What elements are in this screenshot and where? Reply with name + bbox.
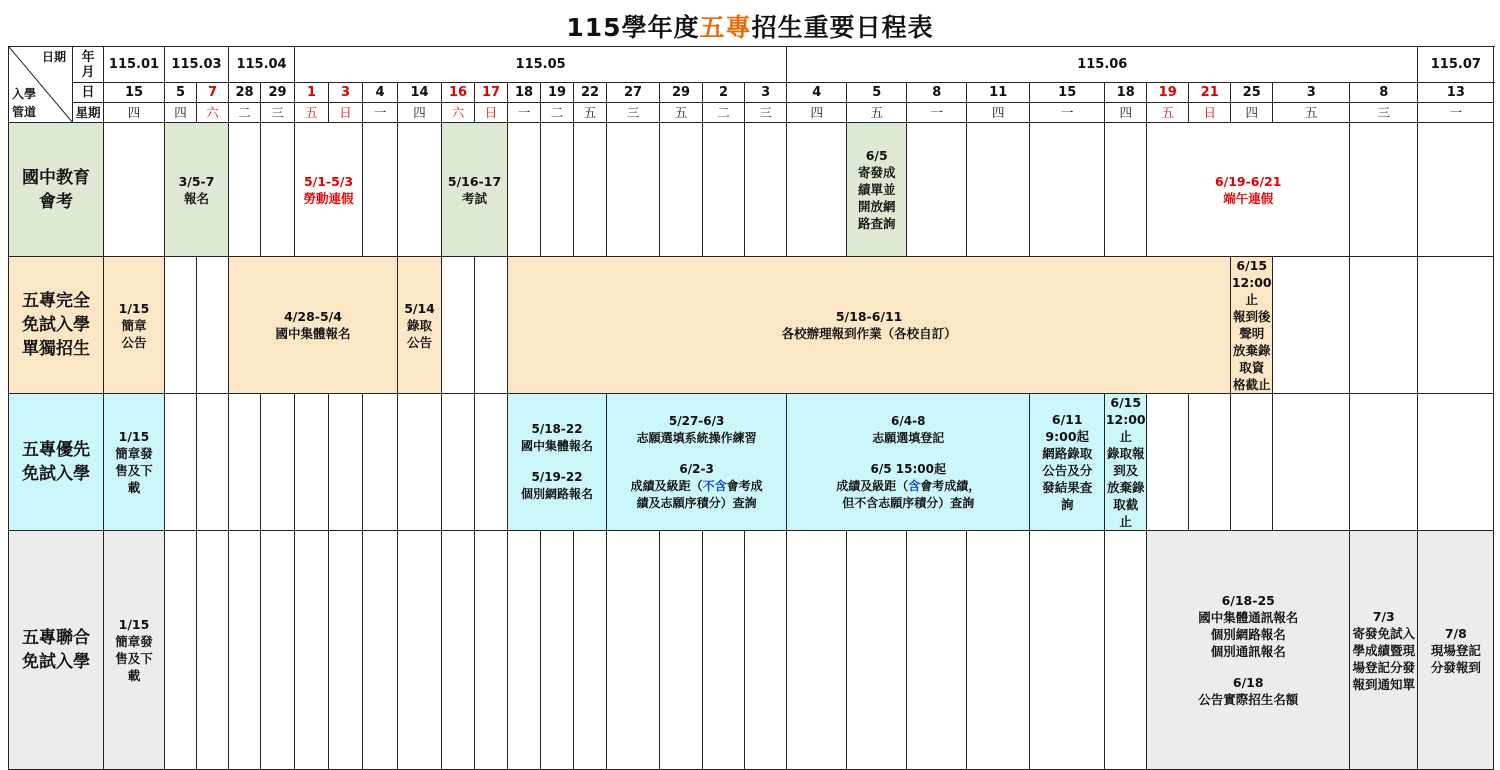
empty-cell	[1030, 123, 1105, 257]
empty-cell	[475, 257, 508, 394]
event-text: 簡章發	[115, 446, 153, 461]
empty-cell	[967, 531, 1030, 770]
text-part: 會考成績，	[920, 478, 981, 493]
day-cell: 14	[398, 83, 442, 103]
empty-cell	[1105, 531, 1147, 770]
empty-cell	[1418, 257, 1494, 394]
practice-query-cell	[607, 394, 787, 531]
empty-cell	[363, 531, 398, 770]
empty-cell	[442, 257, 475, 394]
empty-cell	[261, 531, 295, 770]
day-cell: 3	[329, 83, 363, 103]
row-label-priority-exempt	[9, 394, 104, 531]
empty-cell	[607, 123, 660, 257]
event-text: 報到通知單	[1352, 676, 1416, 692]
empty-cell	[261, 123, 295, 257]
day-cell: 3	[745, 83, 787, 103]
event-date: 4/28-5/4	[284, 309, 342, 324]
weekday-cell: 三	[1350, 103, 1418, 123]
event-text: 9:00起	[1045, 429, 1090, 444]
empty-cell	[574, 531, 607, 770]
weekday-cell: 二	[229, 103, 261, 123]
page-title	[0, 8, 1500, 44]
weekday-cell: 五	[574, 103, 607, 123]
weekday-cell: 四	[1231, 103, 1273, 123]
title-suffix: 招生重要日程表	[751, 13, 934, 42]
day-cell: 29	[261, 83, 295, 103]
empty-cell	[229, 394, 261, 531]
empty-cell	[1350, 394, 1418, 531]
empty-cell	[660, 123, 703, 257]
event-text: 售及下	[115, 651, 153, 666]
event-text: 止	[1119, 514, 1132, 529]
weekday-cell: 五	[295, 103, 329, 123]
day-cell: 18	[1105, 83, 1147, 103]
event-text: 路查詢	[857, 216, 896, 231]
weekday-cell: 四	[104, 103, 165, 123]
event-date: 6/5 15:00起	[870, 461, 946, 476]
empty-cell	[398, 394, 442, 531]
event-date: 5/16-17	[447, 173, 502, 189]
event-text: 國中集體報名	[521, 439, 594, 453]
row-label-education-exam	[9, 123, 104, 257]
empty-cell	[541, 123, 574, 257]
empty-cell	[229, 531, 261, 770]
day-cell: 8	[907, 83, 967, 103]
day-cell: 17	[475, 83, 508, 103]
event-date: 1/15	[118, 617, 150, 632]
registration-cell	[508, 394, 607, 531]
schedule-table	[8, 46, 1494, 770]
empty-cell	[703, 531, 745, 770]
day-cell: 22	[574, 83, 607, 103]
brochure-cell	[104, 394, 165, 531]
brochure-cell	[104, 531, 165, 770]
deadline-cell	[1231, 257, 1273, 394]
empty-cell	[1105, 123, 1147, 257]
exam-test-cell	[442, 123, 508, 257]
title-prefix: 115學年度	[566, 13, 700, 42]
label-line: 五專聯合	[22, 628, 90, 648]
event-text	[787, 478, 1029, 495]
labor-holiday-cell	[295, 123, 363, 257]
weekday-cell: 四	[787, 103, 847, 123]
month-cell: 115.06	[787, 47, 1418, 83]
empty-cell	[165, 394, 197, 531]
weekday-cell: 一	[907, 103, 967, 123]
month-cell: 115.07	[1418, 47, 1494, 83]
text-emphasis: 含	[908, 478, 921, 493]
empty-cell	[363, 394, 398, 531]
empty-cell	[295, 531, 329, 770]
header-row-day	[9, 83, 1494, 103]
weekday-cell: 一	[508, 103, 541, 123]
empty-cell	[508, 531, 541, 770]
event-date: 6/2-3	[679, 461, 714, 476]
empty-cell	[1231, 394, 1273, 531]
weekday-cell: 三	[745, 103, 787, 123]
event-text: 格截止	[1232, 377, 1271, 392]
event-date: 7/8	[1444, 625, 1467, 641]
title-highlight: 五專	[699, 13, 752, 42]
event-text: 分發報到	[1430, 659, 1481, 675]
weekday-cell: 四	[967, 103, 1030, 123]
dragon-boat-holiday-cell	[1147, 123, 1350, 257]
event-date: 5/18-6/11	[835, 309, 903, 324]
empty-cell	[574, 123, 607, 257]
weekday-cell: 三	[607, 103, 660, 123]
row-priority-exempt	[9, 394, 1494, 531]
empty-cell	[1147, 394, 1189, 531]
row-full-exempt	[9, 257, 1494, 394]
event-text: 考試	[462, 190, 488, 206]
event-date: 5/27-6/3	[668, 413, 725, 428]
event-text: 簡章	[121, 317, 147, 333]
corner-label-date: 日期	[41, 50, 66, 64]
event-text: 公告及分	[1042, 463, 1093, 478]
empty-cell	[1418, 394, 1494, 531]
day-cell: 2	[703, 83, 745, 103]
empty-cell	[1273, 257, 1350, 394]
event-text: 國中集體報名	[275, 326, 351, 341]
day-cell: 25	[1231, 83, 1273, 103]
event-text: 但不含志願序積分）查詢	[842, 495, 975, 510]
day-cell: 18	[508, 83, 541, 103]
label-line: 免試入學	[22, 652, 90, 672]
weekday-cell: 四	[165, 103, 197, 123]
day-cell: 5	[165, 83, 197, 103]
event-text: 詢	[1060, 497, 1074, 512]
event-text: 網路錄取	[1042, 446, 1093, 461]
event-text: 端午連假	[1223, 190, 1274, 206]
confirm-cell	[1105, 394, 1147, 531]
day-cell: 13	[1418, 83, 1494, 103]
day-cell: 15	[1030, 83, 1105, 103]
event-text: 12:00止	[1105, 412, 1146, 444]
event-text: 公告	[407, 334, 433, 350]
empty-cell	[1350, 123, 1418, 257]
event-date: 7/3	[1372, 608, 1395, 624]
row-education-exam	[9, 123, 1494, 257]
day-cell: 16	[442, 83, 475, 103]
empty-cell	[197, 257, 229, 394]
weekday-cell: 四	[398, 103, 442, 123]
event-text: 志願選填登記	[872, 430, 945, 445]
weekday-cell: 一	[1418, 103, 1494, 123]
empty-cell	[442, 531, 475, 770]
group-registration-cell	[229, 257, 398, 394]
spacer	[508, 455, 606, 469]
day-cell: 4	[787, 83, 847, 103]
event-date: 1/15	[118, 429, 150, 444]
event-text: 績及志願序積分）查詢	[636, 495, 757, 510]
empty-cell	[165, 257, 197, 394]
event-date: 6/18-25	[1221, 593, 1275, 608]
weekday-cell: 六	[442, 103, 475, 123]
empty-cell	[967, 123, 1030, 257]
event-text: 開放網	[857, 199, 896, 214]
weekday-cell: 四	[1105, 103, 1147, 123]
empty-cell	[197, 531, 229, 770]
event-text: 12:00止	[1231, 275, 1272, 307]
row-label-full-exempt	[9, 257, 104, 394]
empty-cell	[703, 123, 745, 257]
weekday-cell: 日	[1189, 103, 1231, 123]
day-label: 日	[73, 83, 104, 103]
empty-cell	[475, 394, 508, 531]
empty-cell	[197, 394, 229, 531]
spacer	[787, 447, 1029, 461]
event-date: 5/18-22	[531, 422, 583, 436]
label-line: 會考	[39, 191, 73, 212]
text-part: 成績及級距（	[630, 478, 703, 493]
fill-query-cell	[787, 394, 1030, 531]
empty-cell	[165, 531, 197, 770]
event-date: 6/15	[1110, 395, 1142, 410]
label-line: 單獨招生	[22, 339, 90, 359]
admission-notice-cell	[398, 257, 442, 394]
weekday-cell: 五	[1273, 103, 1350, 123]
month-cell: 115.05	[295, 47, 787, 83]
weekday-cell: 五	[847, 103, 907, 123]
empty-cell	[787, 531, 847, 770]
day-cell: 5	[847, 83, 907, 103]
row-label-joint-exempt	[9, 531, 104, 770]
event-date: 5/1-5/3	[303, 173, 354, 189]
event-text: 公告實際招生名額	[1198, 692, 1299, 707]
corner-label-admission: 入學	[12, 87, 37, 101]
spacer	[1147, 660, 1349, 674]
empty-cell	[329, 394, 363, 531]
event-text: 勞動連假	[303, 190, 354, 206]
day-cell: 19	[1147, 83, 1189, 103]
event-text: 報到後聲明	[1232, 309, 1271, 341]
empty-cell	[1189, 394, 1231, 531]
weekday-cell: 一	[363, 103, 398, 123]
empty-cell	[229, 123, 261, 257]
weekday-cell: 日	[329, 103, 363, 123]
corner-label-channel: 管道	[12, 105, 37, 119]
weekday-label: 星期	[73, 103, 104, 123]
text-emphasis: 不含	[702, 478, 727, 493]
day-cell: 7	[197, 83, 229, 103]
event-text: 放棄錄取資	[1232, 343, 1271, 375]
event-date: 6/11	[1051, 412, 1083, 427]
day-cell: 15	[104, 83, 165, 103]
empty-cell	[745, 123, 787, 257]
month-cell: 115.01	[104, 47, 165, 83]
onsite-registration-cell	[1418, 531, 1494, 770]
event-date: 6/5	[865, 148, 888, 163]
event-text: 寄發成	[857, 165, 896, 180]
empty-cell	[329, 531, 363, 770]
empty-cell	[745, 531, 787, 770]
weekday-cell: 日	[475, 103, 508, 123]
weekday-cell: 一	[1030, 103, 1105, 123]
empty-cell	[847, 531, 907, 770]
event-date: 5/14	[404, 300, 435, 316]
empty-cell	[104, 123, 165, 257]
empty-cell	[1273, 394, 1350, 531]
empty-cell	[475, 531, 508, 770]
month-cell: 115.04	[229, 47, 295, 83]
empty-cell	[1350, 257, 1418, 394]
empty-cell	[660, 531, 703, 770]
label-line: 五專優先	[22, 440, 90, 460]
weekday-cell: 五	[660, 103, 703, 123]
corner-header-cell	[9, 47, 73, 123]
empty-cell	[541, 531, 574, 770]
day-cell: 11	[967, 83, 1030, 103]
year-month-text: 年月	[81, 49, 95, 80]
empty-cell	[398, 123, 442, 257]
event-text: 國中集體通訊報名	[1198, 610, 1299, 625]
event-text: 個別網路報名	[521, 487, 594, 501]
event-text: 載	[127, 668, 141, 683]
day-cell: 3	[1273, 83, 1350, 103]
empty-cell	[1418, 123, 1494, 257]
event-text	[607, 478, 786, 495]
event-text: 放棄錄取截	[1106, 480, 1145, 512]
label-line: 五專完全	[22, 291, 90, 311]
event-text: 學成績暨現	[1352, 642, 1416, 658]
day-cell: 19	[541, 83, 574, 103]
day-cell: 8	[1350, 83, 1418, 103]
empty-cell	[508, 123, 541, 257]
year-month-label	[73, 47, 104, 83]
empty-cell	[442, 394, 475, 531]
event-text: 個別網路報名	[1210, 627, 1286, 642]
empty-cell	[295, 394, 329, 531]
event-date: 5/19-22	[531, 470, 583, 484]
event-text: 發結果查	[1042, 480, 1093, 495]
empty-cell	[607, 531, 660, 770]
event-text: 簡章發	[115, 634, 153, 649]
brochure-cell	[104, 257, 165, 394]
label-line: 免試入學	[22, 464, 90, 484]
school-processing-cell	[508, 257, 1231, 394]
empty-cell	[1030, 531, 1105, 770]
text-part: 會考成	[726, 478, 763, 493]
event-text: 績單並	[857, 182, 896, 197]
result-cell	[1030, 394, 1105, 531]
spacer	[607, 447, 786, 461]
empty-cell	[787, 123, 847, 257]
event-text: 現場登記	[1430, 642, 1481, 658]
day-cell: 21	[1189, 83, 1231, 103]
event-date: 6/4-8	[891, 413, 926, 428]
event-text: 寄發免試入	[1352, 625, 1416, 641]
row-joint-exempt	[9, 531, 1494, 770]
event-date: 6/15	[1236, 258, 1268, 273]
empty-cell	[907, 531, 967, 770]
day-cell: 28	[229, 83, 261, 103]
exam-registration-cell	[165, 123, 229, 257]
weekday-cell: 六	[197, 103, 229, 123]
event-date: 6/18	[1232, 675, 1264, 690]
event-text: 錄取	[407, 317, 433, 333]
empty-cell	[398, 531, 442, 770]
empty-cell	[363, 123, 398, 257]
joint-registration-cell	[1147, 531, 1350, 770]
text-part: 成績及級距（	[836, 478, 909, 493]
event-text: 志願選填系統操作練習	[636, 430, 757, 445]
score-report-cell	[847, 123, 907, 257]
weekday-cell: 三	[261, 103, 295, 123]
event-text: 公告	[121, 334, 147, 350]
event-date: 3/5-7	[178, 173, 215, 189]
mail-notice-cell	[1350, 531, 1418, 770]
day-cell: 29	[660, 83, 703, 103]
event-text: 各校辦理報到作業（各校自訂）	[781, 326, 957, 341]
event-text: 錄取報到及	[1106, 446, 1145, 478]
label-line: 國中教育	[22, 167, 90, 188]
event-text: 個別通訊報名	[1210, 644, 1286, 659]
weekday-cell: 二	[703, 103, 745, 123]
day-cell: 4	[363, 83, 398, 103]
event-text: 場登記分發	[1352, 659, 1416, 675]
event-date: 6/19-6/21	[1214, 173, 1282, 189]
weekday-cell: 五	[1147, 103, 1189, 123]
header-row-weekday	[9, 103, 1494, 123]
event-text: 載	[127, 480, 141, 495]
month-cell: 115.03	[165, 47, 229, 83]
day-cell: 27	[607, 83, 660, 103]
header-row-month	[9, 47, 1494, 83]
event-date: 1/15	[118, 300, 150, 316]
event-text: 售及下	[115, 463, 153, 478]
weekday-cell: 二	[541, 103, 574, 123]
label-line: 免試入學	[22, 315, 90, 335]
day-cell: 1	[295, 83, 329, 103]
empty-cell	[907, 123, 967, 257]
event-text: 報名	[184, 190, 210, 206]
empty-cell	[261, 394, 295, 531]
